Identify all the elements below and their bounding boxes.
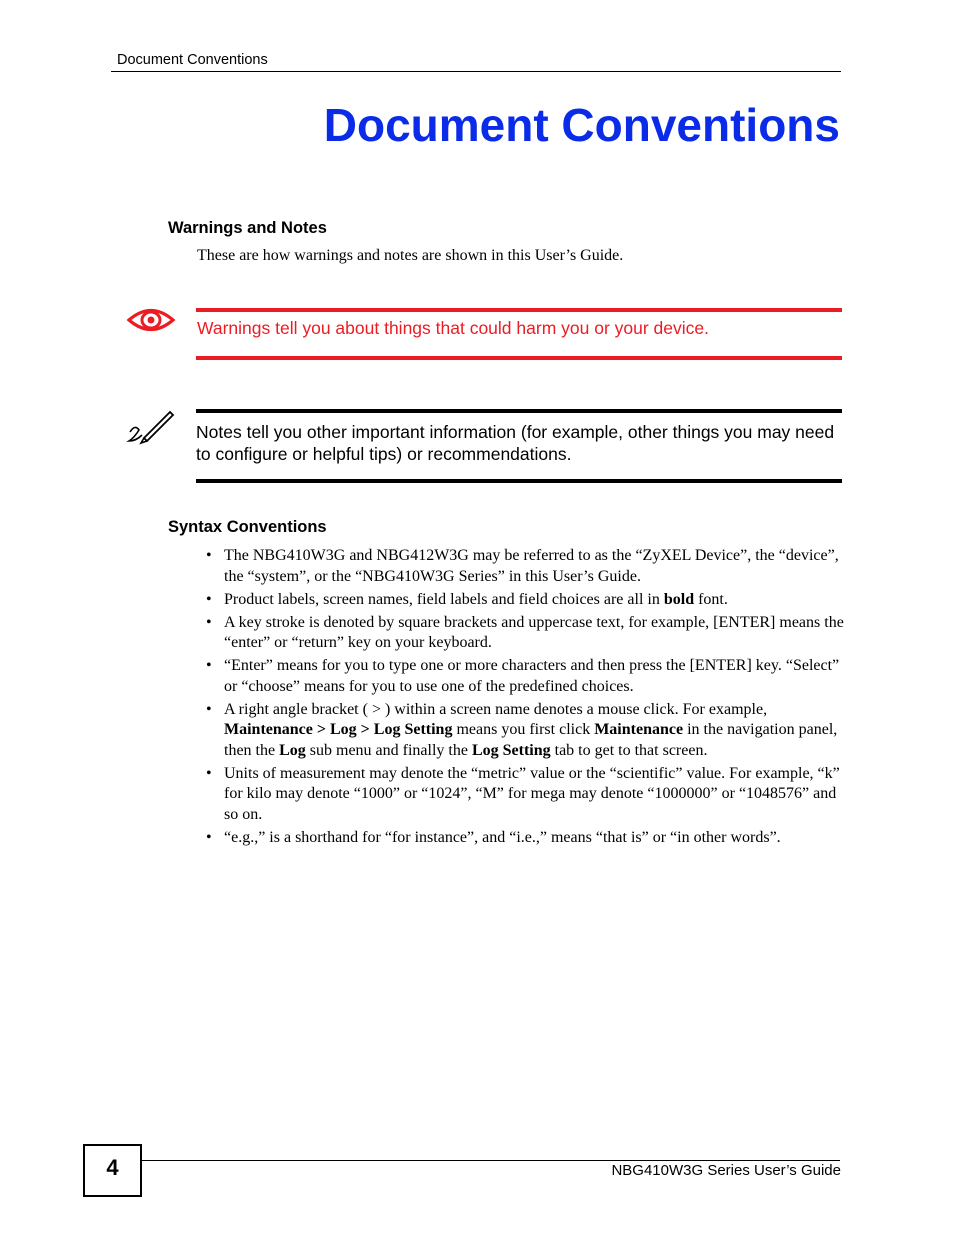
list-item-text: “Enter” means for you to type one or more characters and then press the [ENTER] key. “Select” or “choose” means for you to use one of the predefined choices. (224, 657, 840, 695)
list-item (206, 590, 846, 611)
section-heading-syntax: Syntax Conventions (168, 518, 327, 536)
section-heading-warnings: Warnings and Notes (168, 219, 327, 237)
list-item (206, 764, 846, 826)
bullet-marker: • (206, 828, 212, 846)
bold-text: Log (279, 741, 306, 759)
list-item (206, 828, 846, 849)
list-item-text: in the navigation panel, then the (224, 721, 838, 759)
bold-text: Maintenance > Log > Log Setting (224, 721, 453, 738)
running-head: Document Conventions (117, 52, 268, 68)
list-item-text: A right angle bracket ( > ) within a screen name denotes a mouse click. For example, (224, 700, 768, 718)
list-item-text: A key stroke is denoted by square brackets and uppercase text, for example, [ENTER] means the “enter” or “return” key on your keyboard. (224, 613, 844, 651)
guide-name: NBG410W3G Series User’s Guide (611, 1162, 841, 1179)
list-item (206, 700, 846, 762)
list-item-text: Product labels, screen names, field labels and field choices are all in (224, 590, 664, 608)
list-item-text: tab to get to that screen. (550, 741, 708, 759)
header-rule (111, 71, 841, 72)
bold-text: Maintenance (594, 721, 684, 738)
warning-top-rule (196, 308, 842, 312)
list-item-text: sub menu and finally the (305, 741, 472, 759)
warning-bottom-rule (196, 356, 842, 360)
bullet-marker: • (206, 700, 212, 718)
bullet-marker: • (206, 657, 212, 674)
page-title: Document Conventions (323, 99, 840, 151)
page-number: 4 (106, 1155, 119, 1180)
bullet-marker: • (206, 613, 212, 631)
list-item (206, 656, 846, 697)
note-text: Notes tell you other important information (for example, other things you may need to configure or helpful tips) or recommendations. (196, 422, 835, 464)
bullet-marker: • (206, 547, 212, 564)
bold-text: bold (663, 590, 695, 608)
list-item-text: Units of measurement may denote the “metric” value or the “scientific” value. For example, “k” for kilo may denote “1000” or “1024”, “M” for mega may denote “1000000” or “1048576” and so on. (224, 764, 840, 823)
intro-paragraph: These are how warnings and notes are shown in this User’s Guide. (197, 247, 624, 264)
eye-warning-icon (126, 303, 176, 337)
bold-text: Log Setting (471, 741, 551, 759)
bullet-marker: • (206, 590, 212, 608)
warning-text: Warnings tell you about things that could harm you or your device. (197, 318, 709, 338)
syntax-bullet-list (206, 546, 846, 851)
list-item-text: means you first click (452, 721, 595, 738)
list-item-text: “e.g.,” is a shorthand for “for instance”, and “i.e.,” means “that is” or “in other words”. (224, 828, 781, 846)
footer-rule (140, 1160, 840, 1161)
list-item (206, 546, 846, 587)
list-item-text: The NBG410W3G and NBG412W3G may be referred to as the “ZyXEL Device”, the “device”, the “system”, or the “NBG410W3G Series” in this User’s Guide. (224, 547, 839, 585)
list-item (206, 613, 846, 654)
note-top-rule (196, 409, 842, 413)
bullet-marker: • (206, 764, 212, 782)
pen-note-icon (126, 408, 176, 446)
note-bottom-rule (196, 479, 842, 483)
list-item-text: font. (694, 590, 728, 608)
